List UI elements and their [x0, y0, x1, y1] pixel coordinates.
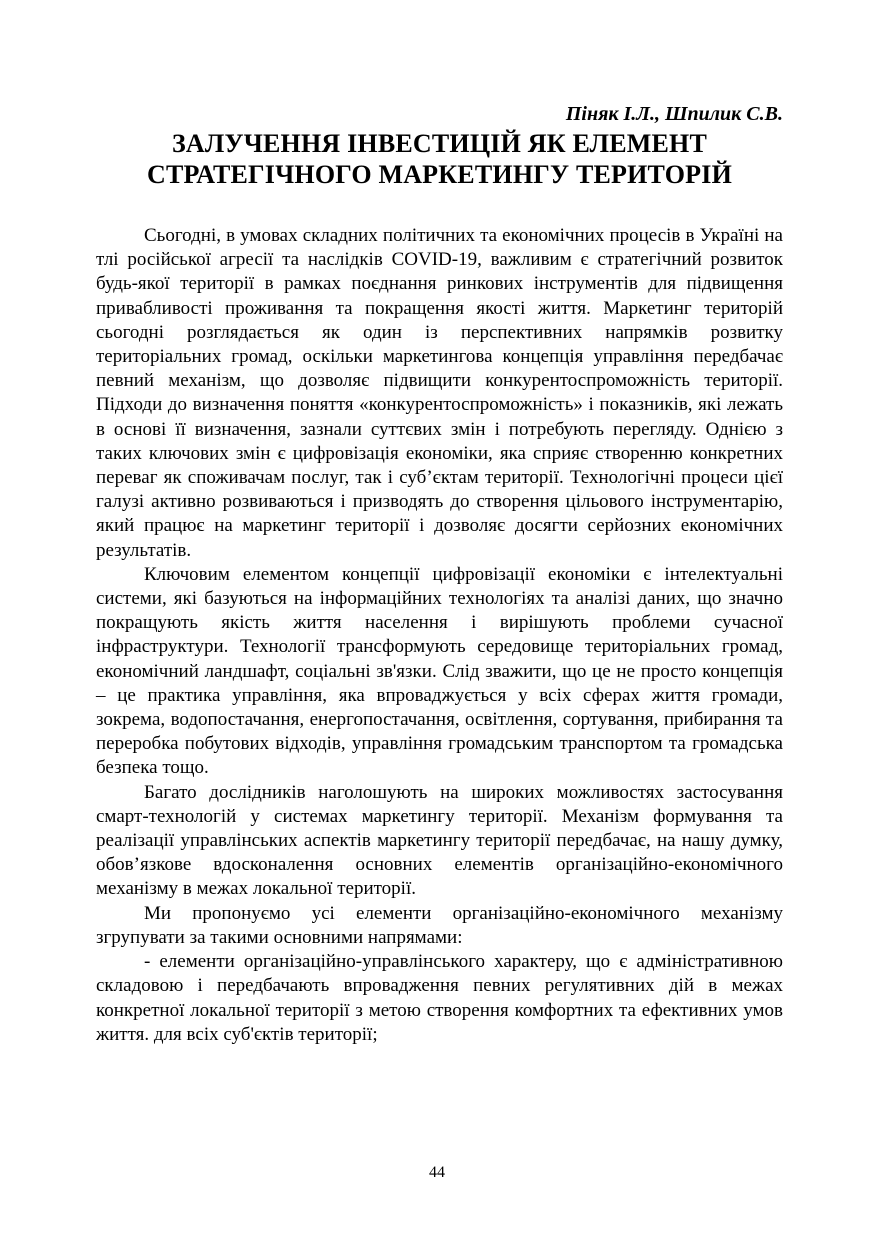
paragraph: Ми пропонуємо усі елементи організаційно-економічного механізму згрупувати за такими основними напрямами:: [96, 902, 783, 948]
paragraph: Сьогодні, в умовах складних політичних та економічних процесів в Україні на тлі російської агресії та наслідків COVID-19, важливим є стратегічний розвиток будь-якої території в рамках поєднання ринкових інструментів для підвищення привабливості проживання та покращення якості життя. Маркетинг територій сьогодні розглядається як один із перспективних напрямків розвитку територіальних громад, оскільки маркетингова концепція управління передбачає певний механізм, що дозволяє підвищити конкурентоспроможність території. Підходи до визначення поняття «конкурентоспроможність» і показників, які лежать в основі її визначення, зазнали суттєвих змін і потребують перегляду. Однією з таких ключових змін є цифровізація економіки, яка сприяє створенню конкретних переваг як споживачам послуг, так і суб’єктам території. Технологічні процеси цієї галузі активно розвиваються і призводять до створення цільового інструментарію, який працює на маркетинг території і дозволяє досягти серйозних економічних результатів.: [96, 225, 783, 561]
title-line-2: СТРАТЕГІЧНОГО МАРКЕТИНГУ ТЕРИТОРІЙ: [147, 160, 732, 189]
article-body: [96, 224, 783, 1047]
paragraph: Багато дослідників наголошують на широких можливостях застосування смарт-технологій у системах маркетингу території. Механізм формування та реалізації управлінських аспектів маркетингу території передбачає, на нашу думку, обов’язкове вдосконалення основних елементів організаційно-економічного механізму в межах локальної території.: [96, 781, 783, 900]
title-line-1: ЗАЛУЧЕННЯ ІНВЕСТИЦІЙ ЯК ЕЛЕМЕНТ: [171, 129, 708, 158]
page-number: 44: [429, 1164, 445, 1181]
list-item: - елементи організаційно-управлінського характеру, що є адміністративною складовою і передбачають впровадження певних регулятивних дій в межах конкретної локальної території з метою створення комфортних та ефективних умов життя. для всіх суб'єктів території;: [96, 951, 783, 1045]
article-title: [96, 128, 783, 190]
page-content: [96, 102, 783, 1047]
authors: Піняк І.Л., Шпилик С.В.: [565, 103, 783, 125]
paragraph: Ключовим елементом концепції цифровізації економіки є інтелектуальні системи, які базуються на інформаційних технологіях та аналізі даних, що значно покращують якість життя населення і вирішують проблеми сучасної інфраструктури. Технології трансформують середовище територіальних громад, економічний ландшафт, соціальні зв'язки. Слід зважити, що це не просто концепція – це практика управління, яка впроваджується у всіх сферах життя громади, зокрема, водопостачання, енергопостачання, освітлення, сортування, прибирання та переробка побутових відходів, управління громадським транспортом та громадська безпека тощо.: [96, 563, 783, 779]
